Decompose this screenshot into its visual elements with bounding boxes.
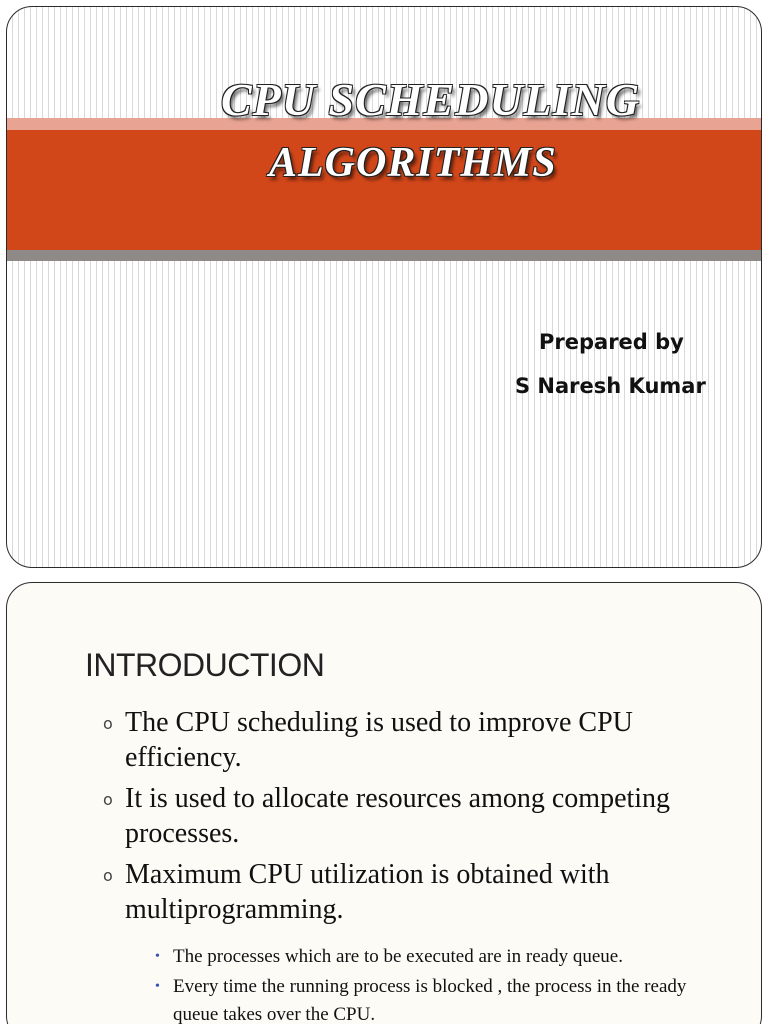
bullet-text: It is used to allocate resources among competing processes. (125, 783, 671, 849)
bullet-text: The CPU scheduling is used to improve CPU efficiency. (125, 707, 633, 773)
bullet-item (103, 781, 743, 851)
dot-bullet-icon: • (155, 979, 160, 994)
slide-title-line-2: ALGORITHMS (269, 140, 557, 186)
circle-bullet-icon: o (103, 790, 113, 809)
sub-bullet-list (155, 943, 715, 1024)
sub-bullet-text: Every time the running process is blocked , the process in the ready queue takes over the CPU. (173, 976, 687, 1024)
sub-bullet-item (155, 973, 715, 1024)
slide-heading: INTRODUCTION (85, 647, 325, 683)
author-name: S Naresh Kumar (515, 374, 706, 398)
sub-bullet-text: The processes which are to be executed are in ready queue. (173, 946, 623, 967)
bullet-text: Maximum CPU utilization is obtained with multiprogramming. (125, 859, 610, 925)
bullet-list (103, 705, 743, 1024)
title-band-bottom-stripe (7, 250, 761, 261)
dot-bullet-icon: • (155, 949, 160, 964)
slide-title-line-1: CPU SCHEDULING (221, 74, 641, 125)
circle-bullet-icon: o (103, 866, 113, 885)
sub-bullet-item (155, 943, 715, 971)
prepared-by-label: Prepared by (539, 330, 684, 354)
introduction-slide (6, 582, 762, 1024)
bullet-item (103, 705, 743, 775)
circle-bullet-icon: o (103, 714, 113, 733)
title-slide (6, 6, 762, 568)
bullet-item (103, 857, 743, 927)
